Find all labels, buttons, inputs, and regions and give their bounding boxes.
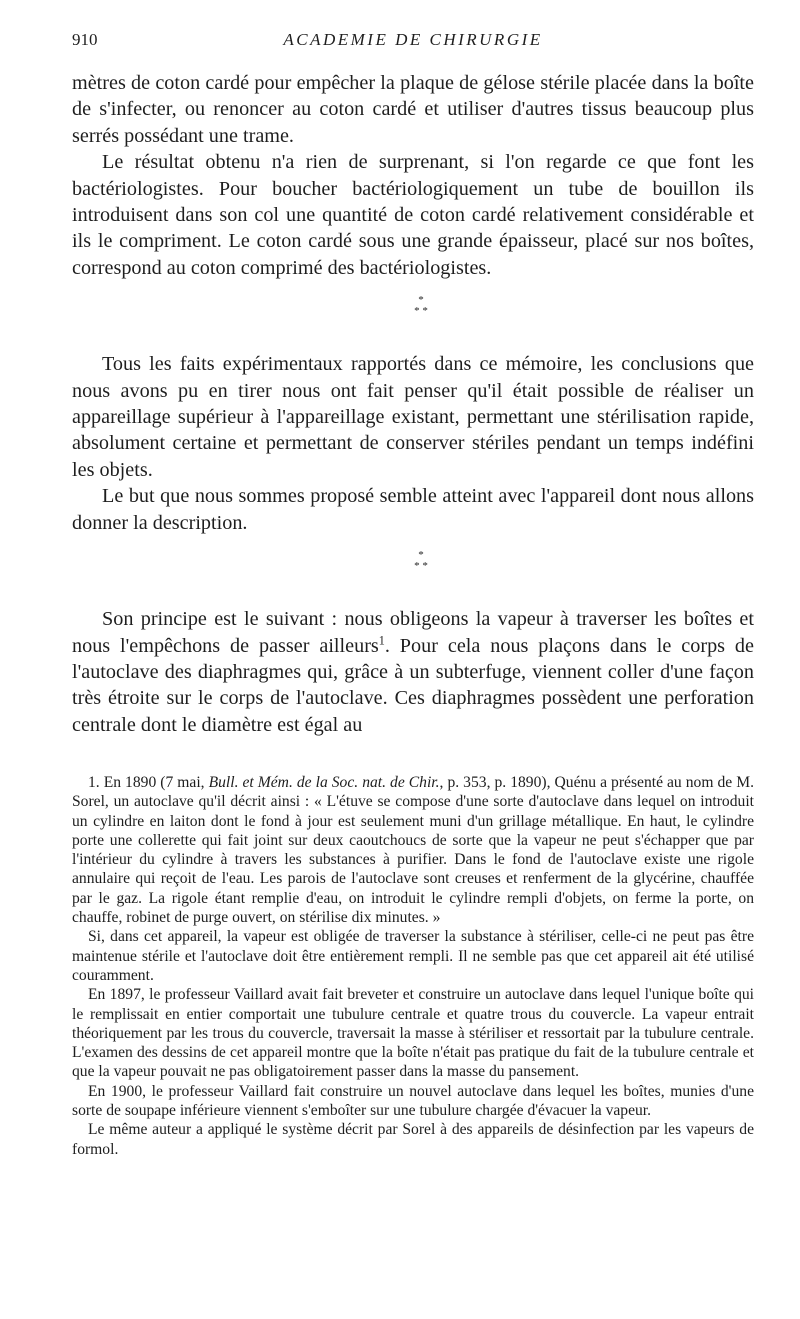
- asterism-bottom: * *: [414, 305, 428, 318]
- paragraph: [72, 606, 754, 738]
- asterism-bottom: * *: [414, 560, 428, 573]
- asterism-top: *: [418, 294, 424, 307]
- footnote-reference[interactable]: 1: [378, 632, 385, 647]
- paragraph-text: . Pour cela nous plaçons dans le corps de l'autoclave des diaphragmes qui, grâce à un subterfuge, viennent coller d'une façon très étroite sur le corps de l'autoclave. Ces diaphragmes possèdent une perforation centrale dont le diamètre est égal au: [72, 634, 754, 736]
- journal-citation: Bull. et Mém. de la Soc. nat. de Chir.: [208, 774, 440, 791]
- paragraph-continued: mètres de coton cardé pour empêcher la plaque de gélose stérile placée dans la boîte de s'infecter, ou renoncer au coton cardé et utiliser d'autres tissus beaucoup plus serrés possédant une trame.: [72, 72, 754, 147]
- paragraph-text: Son principe est le suivant : nous obligeons la vapeur à traverser les boîtes et nous l'empêchons de passer ailleurs: [72, 608, 754, 657]
- footnote-paragraph: En 1900, le professeur Vaillard fait construire un nouvel autoclave dans lequel les boîtes, munies d'une sorte de soupape inférieure viennent s'emboîter sur une tubulure chargée d'évacuer la vapeur.: [72, 1082, 754, 1120]
- footnote-text: 1. En 1890 (7 mai,: [88, 774, 209, 791]
- section-asterism: [72, 295, 754, 317]
- asterism-top: *: [418, 549, 424, 562]
- paragraph: Le but que nous sommes proposé semble atteint avec l'appareil dont nous allons donner la description.: [72, 485, 754, 534]
- paragraph: Tous les faits expérimentaux rapportés dans ce mémoire, les conclusions que nous avons pu en tirer nous ont fait penser qu'il était possible de réaliser un appareillage supérieur à l'appareillage existant, permettant une stérilisation rapide, absolument certaine et permettant de conserver stériles pendant un temps indéfini les objets.: [72, 353, 754, 481]
- footnotes: [72, 773, 754, 1159]
- section-asterism: [72, 550, 754, 572]
- footnote-paragraph: En 1897, le professeur Vaillard avait fait breveter et construire un autoclave dans lequel l'unique boîte qui le remplissait en entier comportait une tubulure centrale et quatre trous du couvercle. La vapeur entrait théoriquement par les trous du couvercle, traversait la masse à stériliser et ressortait par la tubulure centrale. L'examen des dessins de cet appareil montre que la boîte n'était pas pratique du fait de la tubulure centrale et que la vapeur pouvait ne pas obligatoirement passer dans la masse du pansement.: [72, 986, 754, 1081]
- footnote-1: [72, 773, 754, 927]
- page-number: 910: [72, 30, 98, 49]
- paragraph: Le résultat obtenu n'a rien de surprenant, si l'on regarde ce que font les bactériologistes. Pour boucher bactériologiquement un tube de bouillon ils introduisent dans son col une quantité de coton cardé relativement considérable et ils le compriment. Le coton cardé sous une grande épaisseur, placé sur nos boîtes, correspond au coton comprimé des bactériologistes.: [72, 151, 754, 279]
- page-header: [72, 30, 754, 54]
- footnote-text: , p. 353, p. 1890), Quénu a présenté au nom de M. Sorel, un autoclave qu'il décrit ainsi : « L'étuve se compose d'une sorte d'autoclave dans lequel on introduit un cylindre en laiton dont le fond à jour est seulement muni d'un grillage métallique. En haut, le cylindre porte une collerette qui fait joint sur deux caoutchoucs de sorte que la vapeur ne peut s'échapper que par l'intérieur du cylindre à travers les substances à purifier. Dans le fond de l'autoclave existe une rigole annulaire qui reçoit de l'eau. Les parois de l'autoclave sont creuses et renferment de la glycérine, chauffée par le gaz. La rigole étant remplie d'eau, on introduit le cylindre rempli d'objets, on ferme la porte, on chauffe, robinet de purge ouvert, on stérilise dix minutes. »: [72, 774, 755, 927]
- footnote-paragraph: Le même auteur a appliqué le système décrit par Sorel à des appareils de désinfection par les vapeurs de formol.: [72, 1121, 754, 1158]
- main-text: [72, 70, 754, 738]
- running-head: ACADEMIE DE CHIRURGIE: [283, 30, 543, 49]
- footnote-paragraph: Si, dans cet appareil, la vapeur est obligée de traverser la substance à stériliser, celle-ci ne peut pas être maintenue stérile et l'autoclave doit être entièrement rempli. Il ne semble pas que cet appareil ait été utilisé couramment.: [72, 928, 754, 984]
